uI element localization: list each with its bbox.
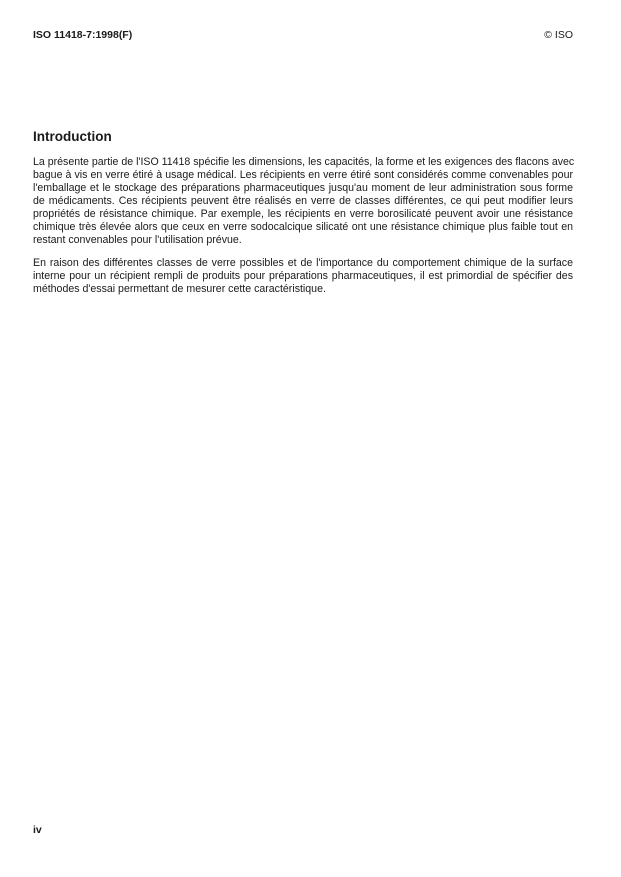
text-line: de médicaments. Ces récipients peuvent être réalisés en verre de classes différentes, ce qui peut modifier leurs — [33, 195, 573, 207]
text-line: bague à vis en verre étiré à usage médical. Les récipients en verre étiré sont considérés comme convenables pour — [33, 169, 573, 181]
text-line: restant convenables pour l'utilisation prévue. — [33, 234, 242, 246]
section-title: Introduction — [33, 129, 112, 144]
page-number: iv — [33, 824, 42, 836]
text-line: La présente partie de l'ISO 11418 spécifie les dimensions, les capacités, la forme et les exigences des flacons avec — [33, 156, 575, 168]
paragraph-2 — [33, 257, 573, 296]
text-line: propriétés de résistance chimique. Par exemple, les récipients en verre borosilicaté peuvent avoir une résistance — [33, 208, 573, 220]
text-line: l'emballage et le stockage des préparations pharmaceutiques jusqu'au moment de leur administration sous forme — [33, 182, 573, 194]
document-id: ISO 11418-7:1998(F) — [33, 29, 133, 41]
paragraph-1 — [33, 156, 573, 247]
copyright-notice: © ISO — [544, 29, 573, 41]
text-line: méthodes d'essai permettant de mesurer cette caractéristique. — [33, 283, 326, 295]
text-line: interne pour un récipient rempli de produits pour préparations pharmaceutiques, il est primordial de spécifier des — [33, 270, 573, 282]
text-line: En raison des différentes classes de verre possibles et de l'importance du comportement chimique de la surface — [33, 257, 573, 269]
text-line: chimique très élevée alors que ceux en verre sodocalcique silicaté ont une résistance chimique plus faible tout en — [33, 221, 573, 233]
